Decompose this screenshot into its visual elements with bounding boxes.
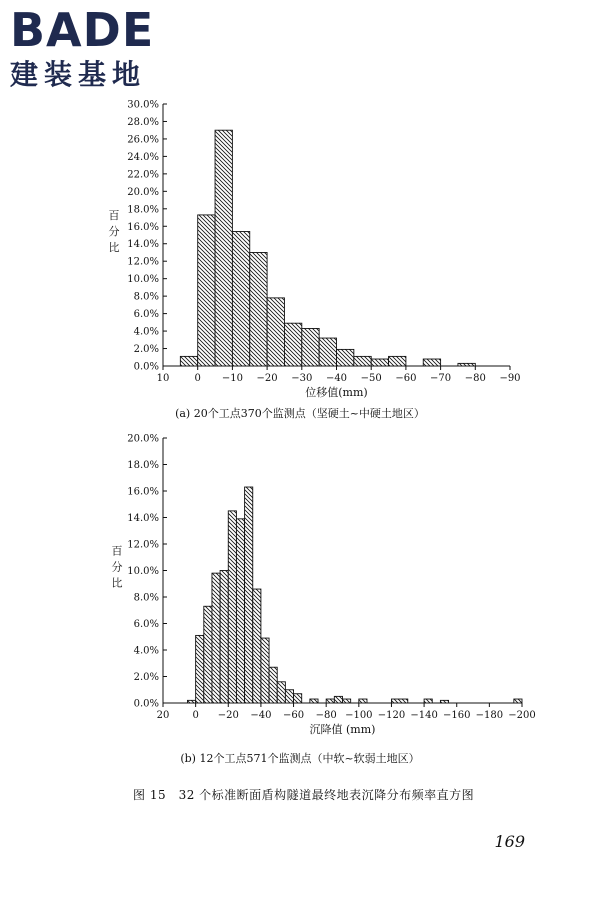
histogram-bar [236,519,244,703]
x-tick-label: −20 [256,373,278,384]
histogram-bar [215,130,232,366]
x-tick-label: −120 [377,710,406,721]
page-number: 169 [494,832,525,851]
y-tick-label: 10.0% [127,274,159,286]
histogram-bar [354,356,371,366]
histogram-bar [269,667,277,703]
histogram-bar [359,699,367,703]
histogram-bar [514,699,522,703]
x-tick-label: 0 [194,373,201,384]
histogram-bar [343,699,351,703]
y-tick-label: 18.0% [127,460,159,471]
x-tick-label: −50 [360,373,382,384]
x-tick-label: −80 [464,373,486,384]
y-tick-label: 16.0% [127,221,159,233]
histogram-bar [458,363,475,366]
x-axis-label: 沉降值 (mm) [309,723,376,736]
histogram-bar [245,487,253,703]
histogram-bar [253,589,261,703]
histogram-bar [198,215,215,366]
histogram-bar [212,573,220,703]
y-axis-label: 百分比 [111,544,123,590]
histogram-bar [220,571,228,704]
y-tick-label: 30.0% [127,99,159,111]
x-tick-label: 20 [156,710,170,721]
histogram-bar [232,232,249,366]
histogram-bar [261,638,269,703]
x-tick-label: −90 [499,373,521,384]
x-tick-label: −80 [315,710,337,721]
histogram-bar [250,252,267,366]
y-tick-label: 2.0% [133,672,159,683]
y-tick-label: 20.0% [127,186,159,198]
x-tick-label: −70 [430,373,452,384]
histogram-bar [371,359,388,366]
histogram-bar [302,328,319,366]
histogram-bar [196,635,204,703]
x-tick-label: −160 [442,710,471,721]
y-axis-label: 百分比 [108,209,120,254]
x-tick-label: −200 [508,710,536,721]
y-tick-label: 6.0% [133,309,159,321]
histogram-bar [204,606,212,703]
histogram-bar [423,359,440,366]
figure-caption: 图 15 32 个标准断面盾构隧道最终地表沉降分布频率直方图 [133,788,475,802]
x-tick-label: −40 [250,710,272,721]
x-axis-label: 位移值(mm) [305,386,368,399]
caption-a: (a) 20个工点370个监测点（坚硬土~中硬土地区） [175,407,425,420]
y-tick-label: 6.0% [133,619,159,630]
histogram-bar [440,700,448,703]
y-tick-label: 28.0% [127,116,159,128]
y-tick-label: 26.0% [127,134,159,146]
x-tick-label: −20 [217,710,239,721]
histogram-b [0,425,600,755]
x-tick-label: −10 [221,373,243,384]
y-tick-label: 0.0% [133,361,159,373]
y-tick-label: 0.0% [133,698,159,710]
y-tick-label: 18.0% [127,204,159,216]
x-tick-label: 0 [192,710,199,721]
histogram-bar [319,338,336,366]
x-tick-label: −60 [282,710,305,721]
histogram-bar [326,699,334,703]
y-tick-label: 12.0% [127,539,159,551]
x-tick-label: −30 [291,373,313,384]
histogram-bar [337,349,354,366]
y-tick-label: 22.0% [127,169,159,181]
y-tick-label: 16.0% [127,486,159,498]
x-tick-label: −180 [475,710,504,721]
histogram-bar [334,696,342,703]
histogram-bar [180,356,197,366]
x-tick-label: −60 [395,373,417,384]
x-tick-label: 10 [156,373,170,384]
histogram-bar [277,682,285,703]
x-tick-label: −40 [325,373,348,384]
y-tick-label: 20.0% [127,433,159,445]
x-tick-label: −100 [345,710,373,721]
histogram-bar [284,323,301,366]
y-tick-label: 14.0% [127,513,159,524]
y-tick-label: 4.0% [133,645,159,657]
y-tick-label: 24.0% [127,151,159,163]
y-tick-label: 2.0% [133,344,159,356]
brand-name: BADE [10,3,155,57]
histogram-bar [267,298,284,366]
y-tick-label: 8.0% [133,592,159,604]
histogram-bar [285,690,293,703]
histogram-bar [294,694,302,703]
histogram-bar [424,699,432,703]
y-tick-label: 4.0% [133,326,159,338]
y-tick-label: 14.0% [127,239,159,251]
histogram-bar [228,511,236,703]
histogram-bar [187,700,195,703]
brand-subtitle: 建装基地 [10,58,147,91]
y-tick-label: 10.0% [127,566,159,577]
x-tick-label: −140 [410,710,438,721]
caption-b: (b) 12个工点571个监测点（中软~软弱土地区） [180,752,420,765]
y-tick-label: 12.0% [127,256,159,268]
histogram-a [0,0,600,405]
y-tick-label: 8.0% [133,291,159,303]
histogram-bar [389,356,406,366]
histogram-bar [391,699,407,703]
histogram-bar [310,699,318,703]
